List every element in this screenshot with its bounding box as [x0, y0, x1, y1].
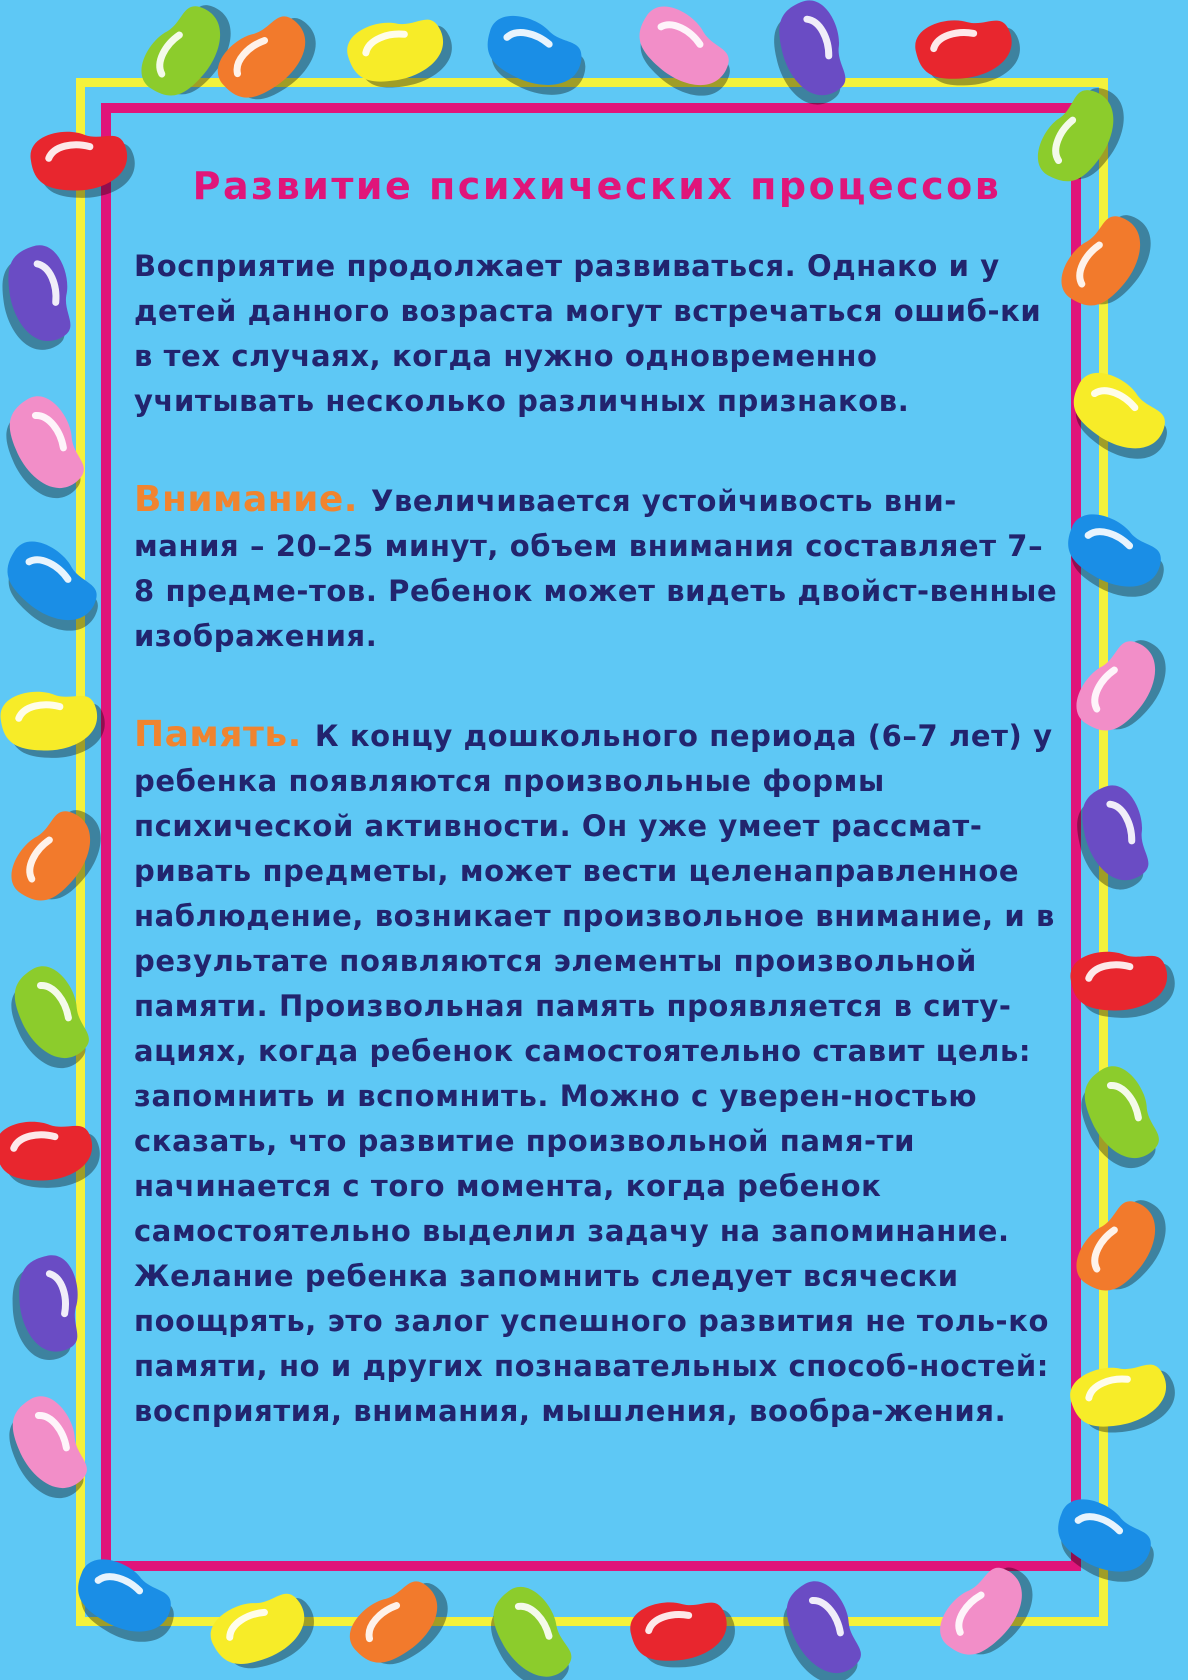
paragraph-text: Восприятие продолжает развиваться. Однако и у детей данного возраста могут встречаться ошиб-ки в тех случаях, когда нужно одновременно учитывать несколько различных признаков.	[134, 249, 1042, 418]
pink-jelly-bean	[0, 1387, 103, 1510]
red-jelly-bean	[0, 1116, 102, 1193]
blue-jelly-bean	[1054, 505, 1176, 610]
page-title: Развитие психических процессов	[192, 164, 1002, 208]
red-jelly-bean	[29, 126, 138, 203]
yellow-jelly-bean	[203, 1579, 325, 1680]
document-body	[134, 158, 1060, 1487]
pink-jelly-bean	[1066, 625, 1181, 749]
blue-jelly-bean	[0, 531, 113, 646]
orange-jelly-bean	[1066, 1185, 1181, 1309]
paragraph-attention	[134, 477, 1060, 659]
orange-jelly-bean	[1051, 200, 1166, 324]
purple-jelly-bean	[0, 240, 83, 357]
orange-jelly-bean	[1, 795, 116, 919]
blue-jelly-bean	[64, 1550, 186, 1655]
purple-jelly-bean	[761, 0, 860, 114]
red-jelly-bean	[627, 1591, 741, 1676]
paragraph-text: Увеличивается устойчивость вни-мания – 20–25 минут, объем внимания составляет 7–8 предме-тов. Ребенок может видеть двойст-венные изображения.	[134, 484, 1058, 653]
red-jelly-bean	[1069, 946, 1178, 1023]
paragraph-perception	[134, 244, 1060, 424]
yellow-jelly-bean	[1065, 1352, 1182, 1444]
pink-jelly-bean	[0, 387, 100, 510]
pink-jelly-bean	[929, 1551, 1047, 1674]
pink-jelly-bean	[622, 0, 746, 111]
yellow-jelly-bean	[342, 7, 459, 99]
green-jelly-bean	[0, 957, 105, 1080]
purple-jelly-bean	[766, 1572, 876, 1680]
orange-jelly-bean	[340, 1565, 463, 1680]
yellow-jelly-bean	[0, 686, 107, 763]
blue-jelly-bean	[1044, 1490, 1166, 1595]
paragraph-text: К концу дошкольного периода (6–7 лет) у ребенка появляются произвольные формы психической активности. Он уже умеет рассмат-ривать предметы, может вести целенаправленное наблюдение, возникает произвольное внимание, и в результате появляются элементы произвольной памяти. Произвольная память проявляется в ситу-ациях, когда ребенок самостоятельно ставит цель: запомнить и вспомнить. Можно с уверен-ностью сказать, что развитие произвольной памя-ти начинается с того момента, когда ребенок самостоятельно выделил задачу на запоминание. Желание ребенка запомнить следует всячески поощрять, это залог успешного развития не толь-ко памяти, но и других познавательных способ-ностей: восприятия, внимания, мышления, вообра-жения.	[134, 719, 1055, 1428]
blue-jelly-bean	[475, 8, 595, 107]
green-jelly-bean	[1064, 1057, 1174, 1180]
paragraph-heading: Память.	[134, 714, 315, 755]
green-jelly-bean	[473, 1577, 588, 1680]
yellow-jelly-bean	[1057, 363, 1180, 473]
paragraph-heading: Внимание.	[134, 479, 371, 520]
paragraph-memory	[134, 712, 1060, 1434]
purple-jelly-bean	[1064, 779, 1163, 899]
red-jelly-bean	[912, 9, 1026, 94]
purple-jelly-bean	[4, 1252, 89, 1366]
